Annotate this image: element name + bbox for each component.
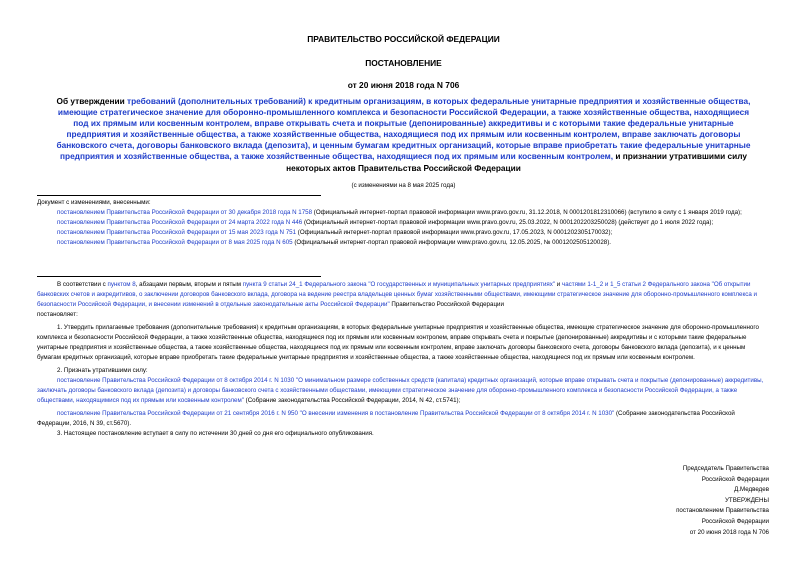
title-requirements-link[interactable]: требований (дополнительных требований) к кредитным организациям, в которых федеральные унитарные предприятия и хозяйственные общества, имеющие стратегическое значение для оборонно-промышленного комплекса и безопасности Российской Федерации, а также хозяйственные общества, находящиеся под их прямым или косвенным контролем, вправе открывать счета и покрытые (депонированные) аккредитивы и с которыми такие федеральные унитарные предприятия и хозяйственные общества, а также хозяйственные общества, находящиеся под их прямым или косвенным контролем, вправе заключать договоры банковского счета, договоры банковского вклада (депозита), и ценным бумагам кредитных организаций, которые вправе приобретать такие федеральные унитарные предприятия и хозяйственные общества, а также хозяйственные общества, находящиеся под их прямым или косвенным контролем, [56, 96, 751, 162]
approved-date: от 20 июня 2018 года N 706 [689, 528, 769, 536]
changes-block [37, 198, 770, 248]
approved-country: Российской Федерации [701, 517, 769, 525]
change-item [37, 218, 770, 228]
change-item [37, 238, 770, 248]
item-2: 2. Признать утратившими силу: [57, 367, 148, 374]
change-item [37, 228, 770, 238]
document-title [52, 96, 755, 174]
repealed-act-source: (Собрание законодательства Российской Федерации, 2014, N 42, ст.5741); [243, 397, 461, 404]
approved-by: постановлением Правительства [676, 507, 769, 515]
repealed-act-link-950[interactable]: постановление Правительства Российской Федерации от 21 сентября 2016 г. N 950 "О внесении изменения в постановление Правительства Российской Федерации от 8 октября 2014 г. N 1030" [57, 410, 615, 417]
signatory-title: Председатель Правительства [682, 465, 769, 472]
preamble-paragraph [37, 280, 770, 310]
change-details: (Официальный интернет-портал правовой информации www.pravo.gov.ru, 25.03.2022, N 0001202203250028) (действует до 1 июля 2022 года); [302, 219, 714, 226]
preamble-text: В соответствии с [57, 281, 108, 288]
divider-bottom [37, 276, 321, 277]
changes-intro: Документ с изменениями, внесенными: [37, 199, 151, 206]
preamble-text: Правительство Российской Федерации [389, 301, 504, 308]
preamble-link-item8[interactable]: пунктом 8 [107, 281, 136, 288]
document-date-heading: от 20 июня 2018 года N 706 [347, 80, 460, 90]
repealed-act-link-1030[interactable]: постановление Правительства Российской Федерации от 8 октября 2014 г. N 1030 "О минимальном размере собственных средств (капитала) кредитных организаций, которые вправе открывать счета и покрытые (депонированные) аккредитивы, заключать договоры банковского вклада (депозита) и договоры банковского счета с хозяйственными обществами, имеющими стратегическое значение для оборонно-промышленного комплекса и безопасности Российской Федерации, а также обществами, находящимися под их прямым или косвенным контролем" [37, 377, 764, 404]
signatory-country: Российской Федерации [701, 475, 769, 483]
repealed-act-source: (Собрание законодательства Российской Федерации, 2016, N 39, ст.5670). [37, 410, 735, 427]
divider-top [37, 195, 321, 196]
change-link[interactable]: постановлением Правительства Российской Федерации от 15 мая 2023 года N 751 [57, 229, 297, 236]
amended-note: (с изменениями на 8 мая 2025 года) [351, 182, 456, 189]
document-type-heading: ПОСТАНОВЛЕНИЕ [365, 58, 442, 68]
change-link[interactable]: постановлением Правительства Российской Федерации от 30 декабря 2018 года N 1758 [57, 209, 313, 216]
change-item [37, 208, 770, 218]
resolves-text: постановляет: [37, 311, 78, 318]
preamble-text: и [555, 281, 562, 288]
title-prefix: Об утверждении [56, 96, 128, 106]
government-heading: ПРАВИТЕЛЬСТВО РОССИЙСКОЙ ФЕДЕРАЦИИ [307, 34, 500, 44]
signatory-name: Д.Медведев [734, 486, 769, 494]
change-link[interactable]: постановлением Правительства Российской Федерации от 24 марта 2022 года N 446 [57, 219, 303, 226]
title-suffix: и признании утратившими силу некоторых актов Правительства Российской Федерации [286, 151, 748, 173]
change-details: (Официальный интернет-портал правовой информации www.pravo.gov.ru, 31.12.2018, N 0001201812310066) (вступило в силу с 1 января 2019 года); [312, 209, 742, 216]
preamble-link-law-unitary[interactable]: пункта 9 статьи 24_1 Федерального закона "О государственных и муниципальных унитарных предприятиях" [242, 281, 556, 288]
signature-block [676, 464, 769, 538]
change-link[interactable]: постановлением Правительства Российской Федерации от 8 мая 2025 года N 605 [57, 239, 293, 246]
item-1: 1. Утвердить прилагаемые требования (дополнительные требования) к кредитным организациям, в которых федеральные унитарные предприятия и хозяйственные общества, имеющие стратегическое значение для оборонно-промышленного комплекса и безопасности Российской Федерации, а также хозяйственные общества, находящиеся под их прямым или косвенным контролем, вправе открывать счета и покрытые (депонированные) аккредитивы и с которыми такие федеральные унитарные предприятия и хозяйственные общества, а также хозяйственные общества, находящиеся под их прямым или косвенным контролем, вправе заключать договоры банковского счета, договоры банковского вклада (депозита), и к ценным бумагам кредитных организаций, которые вправе приобретать такие федеральные унитарные предприятия и хозяйственные общества, а также хозяйственные общества, находящиеся под их прямым или косвенным контролем. [37, 324, 759, 361]
preamble-link-law-accounts[interactable]: частями 1-1_2 и 1_5 статьи 2 Федерального закона "Об открытии банковских счетов и аккредитивов, о заключении договоров банковского вклада, договора на ведение реестра владельцев ценных бумаг хозяйственными обществами, имеющими стратегическое значение для оборонно-промышленного комплекса и безопасности Российской Федерации, и внесении изменений в отдельные законодательные акты Российской Федерации" [37, 281, 757, 308]
change-details: (Официальный интернет-портал правовой информации www.pravo.gov.ru, 17.05.2023, N 0001202305170032); [296, 229, 613, 236]
body-text [37, 280, 770, 439]
preamble-text: , абзацами первым, вторым и пятым [135, 281, 243, 288]
item-3: 3. Настоящее постановление вступает в силу по истечении 30 дней со дня его официального опубликования. [57, 430, 374, 437]
change-details: (Официальный интернет-портал правовой информации www.pravo.gov.ru, 12.05.2025, № 0001202505120028). [292, 239, 611, 246]
item-2b [37, 409, 770, 429]
item-2a [37, 376, 770, 406]
approved-label: УТВЕРЖДЕНЫ [725, 496, 769, 504]
